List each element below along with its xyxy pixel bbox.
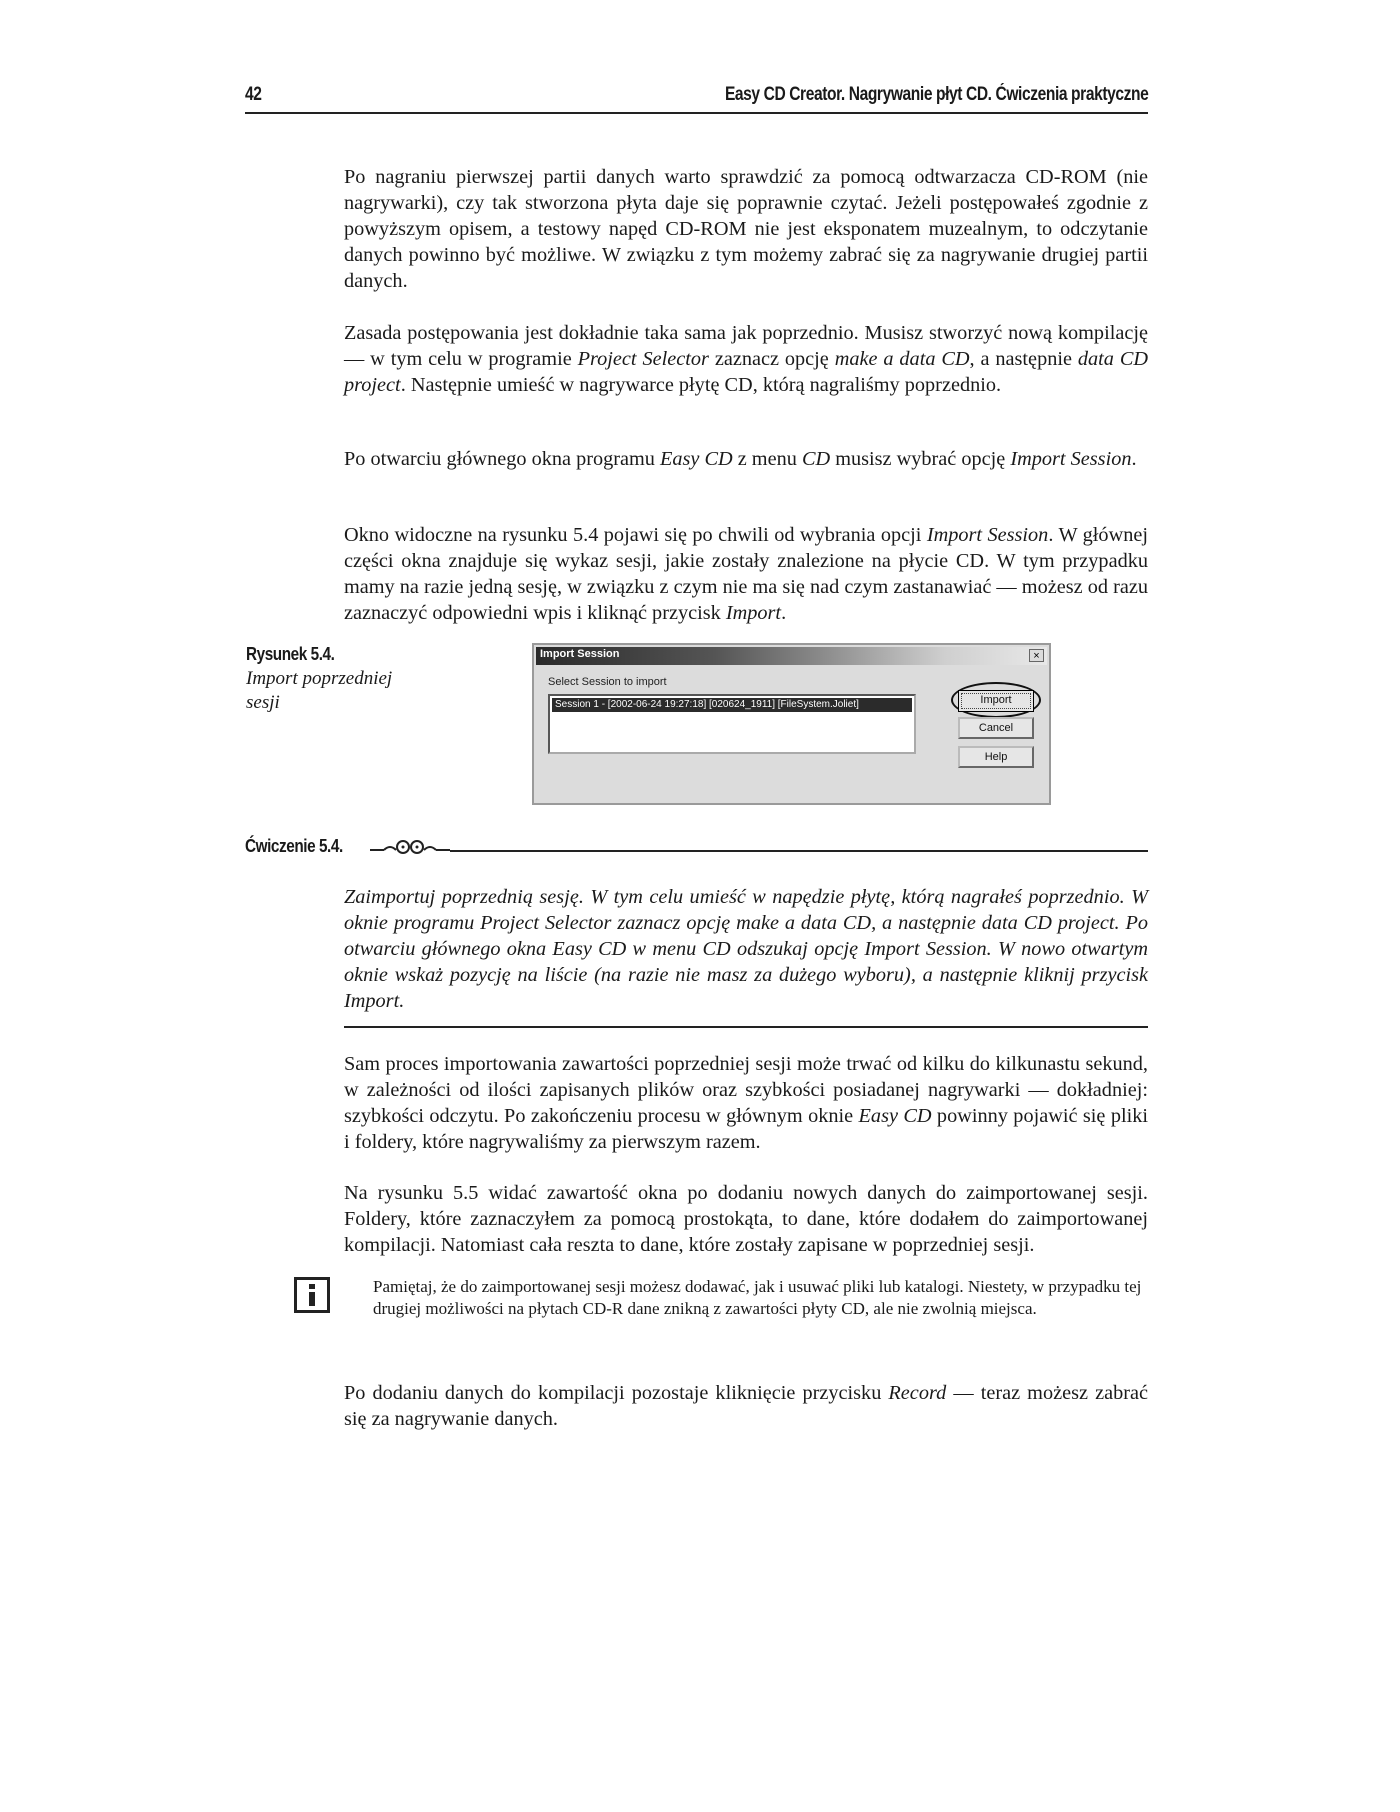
figure-description: Import poprzedniej sesji — [246, 668, 393, 713]
info-icon — [294, 1277, 330, 1313]
paragraph-6: Na rysunku 5.5 widać zawartość okna po dodaniu nowych danych do zaimportowanej sesji. Foldery, które zaznaczyłem za pomocą prostokąta, to dane, które dodałem do zaimportowanej kompilacji. Natomiast cała reszta to dane, które zostały zapisane w poprzedniej sesji. — [344, 1182, 1148, 1256]
exercise-bottom-rule — [344, 1026, 1148, 1028]
exercise-top-rule — [450, 850, 1148, 852]
paragraph-3: Po otwarciu głównego okna programu Easy CD z menu CD musisz wybrać opcję Import Session. — [344, 448, 1137, 470]
paragraph-4: Okno widoczne na rysunku 5.4 pojawi się po chwili od wybrania opcji Import Session. W głównej części okna znajduje się wykaz sesji, jakie zostały znalezione na płycie CD. W tym przypadku mamy na razie jedną sesję, w związku z czym nie ma się nad czym zastanawiać — możesz od razu zaznaczyć odpowiedni wpis i kliknąć przycisk Import. — [344, 524, 1148, 624]
session-prompt: Select Session to import — [548, 676, 667, 688]
dialog-title: Import Session — [540, 648, 620, 660]
book-title: Easy CD Creator. Nagrywanie płyt CD. Ćwiczenia praktyczne — [724, 84, 1148, 105]
session-list-item[interactable]: Session 1 - [2002-06-24 19:27:18] [020624_1911] [FileSystem.Joliet] — [552, 698, 912, 712]
figure-caption — [246, 644, 426, 715]
session-list[interactable] — [548, 694, 916, 754]
exercise-heading — [245, 836, 1148, 860]
import-button[interactable]: Import — [958, 690, 1034, 712]
figure-label: Rysunek 5.4. — [246, 644, 335, 664]
cancel-button[interactable]: Cancel — [958, 717, 1034, 739]
paragraph-1: Po nagraniu pierwszej partii danych warto sprawdzić za pomocą odtwarzacza CD-ROM (nie nagrywarki), czy tak stworzona płyta daje się poprawnie czytać. Jeżeli postępowałeś zgodnie z powyższym opisem, a testowy napęd CD-ROM nie jest eksponatem muzealnym, to odczytanie danych powinno być możliwe. W związku z tym możemy zabrać się za nagrywanie drugiej partii danych. — [344, 166, 1148, 292]
note-text: Pamiętaj, że do zaimportowanej sesji możesz dodawać, jak i usuwać pliki lub katalogi. Niestety, w przypadku tej drugiej możliwości na płytach CD-R dane znikną z zawartości płyty CD, ale nie zwolnią miejsca. — [373, 1277, 1142, 1318]
running-header — [245, 84, 1148, 114]
dialog-titlebar — [536, 647, 1047, 665]
paragraph-5: Sam proces importowania zawartości poprzedniej sesji może trwać od kilku do kilkunastu sekund, w zależności od ilości zapisanych plików oraz szybkości posiadanej nagrywarki — dokładniej: szybkości odczytu. Po zakończeniu procesu w głównym oknie Easy CD powinny pojawić się pliki i foldery, które nagrywaliśmy za pierwszym razem. — [344, 1053, 1149, 1153]
cd-discs-ornament-icon — [370, 836, 450, 858]
page-number: 42 — [245, 84, 262, 105]
close-icon[interactable]: × — [1029, 649, 1044, 662]
paragraph-2: Zasada postępowania jest dokładnie taka sama jak poprzednio. Musisz stworzyć nową kompilację — w tym celu w programie Project Selector zaznacz opcję make a data CD, a następnie data CD project. Następnie umieść w nagrywarce płytę CD, którą nagraliśmy poprzednio. — [344, 322, 1148, 396]
exercise-text: Zaimportuj poprzednią sesję. W tym celu umieść w napędzie płytę, którą nagrałeś poprzednio. W oknie programu Project Selector zaznacz opcję make a data CD, a następnie data CD project. Po otwarciu głównego okna Easy CD w menu CD odszukaj opcję Import Session. W nowo otwartym oknie wskaż pozycję na liście (na razie nie masz za dużego wyboru), a następnie kliknij przycisk Import. — [344, 886, 1148, 1012]
import-session-dialog — [532, 643, 1051, 805]
paragraph-7: Po dodaniu danych do kompilacji pozostaje kliknięcie przycisku Record — teraz możesz zabrać się za nagrywanie danych. — [344, 1382, 1148, 1430]
help-button[interactable]: Help — [958, 746, 1034, 768]
exercise-label: Ćwiczenie 5.4. — [245, 836, 343, 856]
